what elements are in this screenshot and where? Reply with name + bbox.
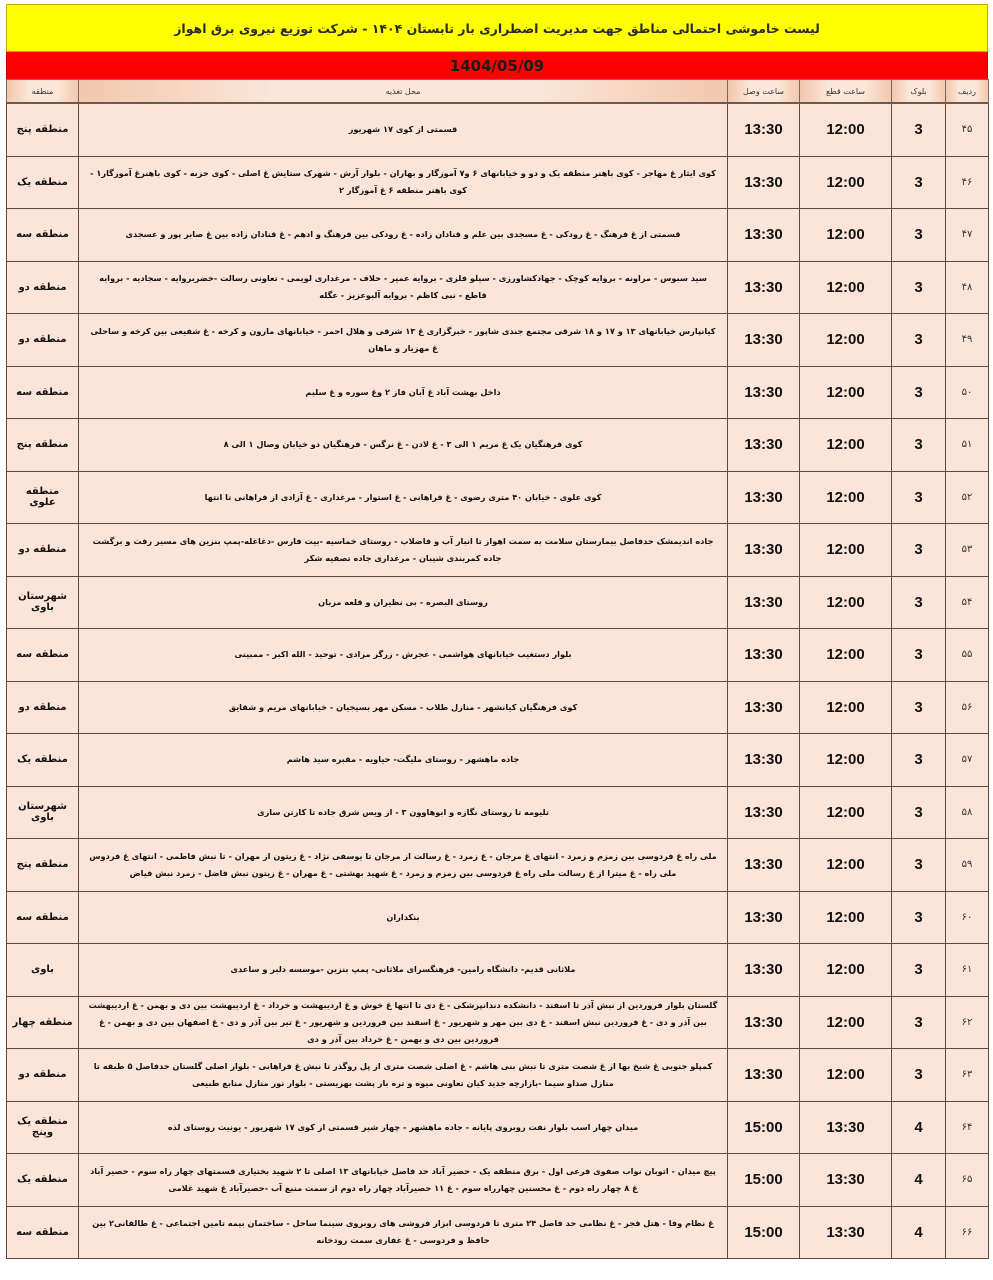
row-connect-time: 13:30 [728,891,800,944]
row-location: پیچ میدان - اتوبان نواب صفوی فرعی اول - برق منطقه یک - حصیر آباد حد فاصل خیابانهای ۱۳ اصلی تا ۲ شهید بختیاری قسمتهای چهار راه سوم - حصیر آباد غ ۸ چهار راه دوم - غ محسنین چهارراه سوم - غ ۱۱ حصیرآباد چهار راه دوم از سمت منبع آب -حصیرآباد غ شهید غلامی [79,1154,728,1207]
row-location: تلیومه تا روستای نگازه و ابوهاوون ۳ - از ویس شرق جاده تا کارتن سازی [79,786,728,839]
row-block: 3 [892,996,946,1049]
row-location: قسمتی از غ فرهنگ - غ رودکی - غ مسجدی بین علم و قنادان زاده - غ رودکی بین فرهنگ و ادهم - غ قنادان زاده بین غ صابر پور و عسجدی [79,209,728,262]
table-row [7,944,989,997]
col-header-block: بلوک [892,80,946,104]
row-location: گلستان بلوار فروردین از نبش آذر تا اسفند - دانشکده دندانپزشکی - غ دی تا انتها غ خوش و غ اردیبهشت و خرداد - غ اردیبهشت بین دی و بهمن - غ اردیبهشت بین آذر و دی - غ فروردین نبش اسفند - غ دی بین مهر و شهریور - غ اسفند بین فروردین و شهریور - غ تیر بین آذر و دی - غ اصفهان بین دی و بهمن - غ فروردین بین دی و بهمن - غ خرداد بین آذر و دی [79,996,728,1049]
row-index: ۴۹ [946,314,989,367]
table-row [7,156,989,209]
row-connect-time: 13:30 [728,681,800,734]
row-location: غ نظام وفا - هتل فجر - غ نظامی حد فاصل ۲۴ متری تا فردوسی ابزار فروشی های روبروی سینما ساحل - ساختمان بیمه تامین اجتماعی - غ طالقانی۲ بین حافظ و فردوسی - غ غفاری سمت رودخانه [79,1206,728,1259]
row-index: ۶۴ [946,1101,989,1154]
row-region: منطقه سه [7,209,79,262]
row-connect-time: 13:30 [728,629,800,682]
row-index: ۵۷ [946,734,989,787]
row-index: ۵۶ [946,681,989,734]
row-index: ۵۲ [946,471,989,524]
row-region: منطقه دو [7,524,79,577]
row-block: 3 [892,944,946,997]
table-row [7,314,989,367]
table-row [7,1154,989,1207]
row-cut-time: 12:00 [800,471,892,524]
row-location: کمپلو جنوبی غ شیخ بها از غ شصت متری تا نبش بنی هاشم - غ اصلی شصت متری از پل روگذر تا نبش غ فراهانی - بلوار اصلی گلستان حدفاصل ۵ طبقه تا منازل صداو سیما -بازارچه جدید کیان تعاونی میوه و تره بار پشت بهزیستی - بلوار نور منازل منابع طبیعی [79,1049,728,1102]
row-cut-time: 12:00 [800,209,892,262]
row-index: ۶۰ [946,891,989,944]
row-block: 3 [892,629,946,682]
row-index: ۴۶ [946,156,989,209]
row-cut-time: 12:00 [800,891,892,944]
row-index: ۵۱ [946,419,989,472]
row-block: 3 [892,209,946,262]
row-block: 3 [892,524,946,577]
row-index: ۵۴ [946,576,989,629]
row-region: منطقه یک [7,734,79,787]
schedule-date: 1404/05/09 [6,52,988,79]
row-block: 3 [892,734,946,787]
row-connect-time: 13:30 [728,419,800,472]
row-location: کوی فرهنگیان یک غ مریم ۱ الی ۳ - غ لادن - غ نرگس - فرهنگیان دو خیابان وصال ۱ الی ۸ [79,419,728,472]
row-region: منطقه پنج [7,103,79,156]
row-index: ۵۹ [946,839,989,892]
row-index: ۴۷ [946,209,989,262]
table-row [7,576,989,629]
row-region: شهرستان باوی [7,576,79,629]
row-region: منطقه دو [7,1049,79,1102]
row-location: جاده ماهشهر - روستای ملیگت- حیاویه - مقبره سید هاشم [79,734,728,787]
table-row [7,524,989,577]
row-block: 3 [892,1049,946,1102]
row-cut-time: 12:00 [800,419,892,472]
row-index: ۵۵ [946,629,989,682]
row-connect-time: 13:30 [728,314,800,367]
row-region: منطقه سه [7,366,79,419]
table-row [7,996,989,1049]
col-header-connect-time: ساعت وصل [728,80,800,104]
row-index: ۶۵ [946,1154,989,1207]
row-region: منطقه یک [7,156,79,209]
row-index: ۶۱ [946,944,989,997]
row-location: بلوار دستغیب خیابانهای هواشمی - عجرش - زرگر مرادی - توحید - الله اکبر - ممبینی [79,629,728,682]
row-block: 3 [892,471,946,524]
row-connect-time: 13:30 [728,209,800,262]
row-cut-time: 12:00 [800,996,892,1049]
row-location: میدان چهار اسب بلوار نفت روبروی پایانه - جاده ماهشهر - چهار شیر قسمتی از کوی ۱۷ شهریور - یونیت روستای لذه [79,1101,728,1154]
row-location: روستای البصره - بی نظیران و قلعه مزبان [79,576,728,629]
table-row [7,419,989,472]
row-location: ملاثانی قدیم- دانشگاه رامین- فرهنگسرای ملاثانی- پمپ بنزین -موسسه دلبر و ساعدی [79,944,728,997]
row-location: داخل بهشت آباد غ آبان فاز ۲ وغ سوره و غ سلیم [79,366,728,419]
row-block: 3 [892,839,946,892]
row-block: 3 [892,156,946,209]
table-row [7,261,989,314]
row-cut-time: 12:00 [800,629,892,682]
row-region: منطقه چهار [7,996,79,1049]
row-location: کوی علوی - خیابان ۴۰ متری رضوی - غ فراهانی - غ استوار - مرغداری - غ آزادی از فراهانی تا انتها [79,471,728,524]
table-row [7,839,989,892]
row-cut-time: 12:00 [800,576,892,629]
row-cut-time: 12:00 [800,314,892,367]
table-row [7,629,989,682]
sheet-title: لیست خاموشی احتمالی مناطق جهت مدیریت اضطراری بار تابستان ۱۴۰۴ - شرکت توزیع نیروی برق اهواز [6,4,988,52]
row-cut-time: 13:30 [800,1154,892,1207]
row-region: منطقه دو [7,314,79,367]
row-connect-time: 13:30 [728,156,800,209]
row-region: منطقه یک وپنج [7,1101,79,1154]
table-row [7,209,989,262]
col-header-index: ردیف [946,80,989,104]
row-connect-time: 13:30 [728,471,800,524]
row-location: کوی فرهنگیان کیانشهر - منازل طلاب - مسکن مهر بسیجیان - خیابانهای مریم و شقایق [79,681,728,734]
row-index: ۵۸ [946,786,989,839]
table-row [7,734,989,787]
row-connect-time: 13:30 [728,786,800,839]
row-cut-time: 12:00 [800,524,892,577]
row-cut-time: 12:00 [800,944,892,997]
row-block: 3 [892,681,946,734]
row-region: منطقه یک [7,1154,79,1207]
row-index: ۴۵ [946,103,989,156]
row-region: منطقه پنج [7,419,79,472]
row-block: 3 [892,786,946,839]
row-cut-time: 12:00 [800,366,892,419]
row-region: منطقه علوی [7,471,79,524]
table-row [7,366,989,419]
row-region: منطقه دو [7,261,79,314]
table-row [7,681,989,734]
col-header-location: محل تغذیه [79,80,728,104]
row-location: ملی راه غ فردوسی بین زمزم و زمرد - انتهای غ مرجان - غ زمرد - غ رسالت از مرجان تا یوسفی نژاد - غ زیتون از مهران - تا نبش فاطمی - انتهای غ فردوس ملی راه - غ میترا از غ رسالت ملی راه غ فردوسی بین زمزم و زمرد - غ شهید بهشتی - غ مهران - غ زیتون نبش فاضل - زمرد نبش فیاض [79,839,728,892]
row-block: 3 [892,314,946,367]
row-index: ۶۶ [946,1206,989,1259]
row-cut-time: 12:00 [800,156,892,209]
row-connect-time: 15:00 [728,1206,800,1259]
row-block: 3 [892,366,946,419]
row-region: منطقه دو [7,681,79,734]
row-connect-time: 13:30 [728,576,800,629]
row-connect-time: 13:30 [728,261,800,314]
row-region: شهرستان باوی [7,786,79,839]
row-connect-time: 13:30 [728,524,800,577]
row-location: قسمتی از کوی ۱۷ شهریور [79,103,728,156]
row-location: جاده اندیمشک حدفاصل بیمارستان سلامت به سمت اهواز تا انبار آب و فاضلاب - روستای خماسیه -بیت فارس -دغاغله-پمپ بنزین های مسیر رفت و برگشت جاده کمربندی شیبان - مرغداری جاده تصفیه شکر [79,524,728,577]
row-connect-time: 13:30 [728,366,800,419]
row-cut-time: 13:30 [800,1206,892,1259]
table-row [7,103,989,156]
row-cut-time: 12:00 [800,103,892,156]
row-index: ۵۰ [946,366,989,419]
table-row [7,891,989,944]
row-cut-time: 13:30 [800,1101,892,1154]
outage-schedule-sheet [6,4,988,1259]
table-row [7,1049,989,1102]
row-block: 3 [892,891,946,944]
row-index: ۶۲ [946,996,989,1049]
row-cut-time: 12:00 [800,681,892,734]
row-cut-time: 12:00 [800,839,892,892]
row-region: منطقه سه [7,1206,79,1259]
row-connect-time: 15:00 [728,1101,800,1154]
row-block: 4 [892,1101,946,1154]
row-connect-time: 15:00 [728,1154,800,1207]
row-block: 3 [892,103,946,156]
row-cut-time: 12:00 [800,261,892,314]
row-connect-time: 13:30 [728,944,800,997]
row-location: بنکداران [79,891,728,944]
table-row [7,1101,989,1154]
table-header-row [7,80,989,104]
row-block: 4 [892,1206,946,1259]
col-header-region: منطقه [7,80,79,104]
row-location: سید سبوس - مراونه - بروایه کوچک - جهادکشاورزی - سیلو فلزی - بروایه عمیر - حلاف - مرغداری لویمی - تعاونی رسالت -خضربروایه - سجادیه - بروایه قاطع - نبی کاظم - بروایه آلبوعزیز - عگله [79,261,728,314]
col-header-cut-time: ساعت قطع [800,80,892,104]
row-connect-time: 13:30 [728,996,800,1049]
row-index: ۶۳ [946,1049,989,1102]
table-row [7,471,989,524]
row-connect-time: 13:30 [728,839,800,892]
table-row [7,1206,989,1259]
row-block: 3 [892,576,946,629]
row-cut-time: 12:00 [800,786,892,839]
row-index: ۴۸ [946,261,989,314]
row-connect-time: 13:30 [728,103,800,156]
row-location: کوی ایثار غ مهاجر - کوی باهنر منطقه یک و دو و خیابانهای ۶ و۷ آموزگار و بهاران - بلوار آرش - شهرک ستایش غ اصلی - کوی حزبه - کوی باهنرغ آموزگار۱ - کوی باهنر منطقه ۶ غ آموزگار ۲ [79,156,728,209]
row-region: منطقه سه [7,629,79,682]
row-cut-time: 12:00 [800,734,892,787]
row-region: منطقه سه [7,891,79,944]
row-block: 3 [892,261,946,314]
row-block: 4 [892,1154,946,1207]
row-connect-time: 13:30 [728,1049,800,1102]
outage-table [6,79,989,1259]
row-region: باوی [7,944,79,997]
row-block: 3 [892,419,946,472]
row-connect-time: 13:30 [728,734,800,787]
row-location: کیانپارس خیابانهای ۱۳ و ۱۷ و ۱۸ شرقی مجتمع جندی شاپور - خبرگزاری غ ۱۳ شرقی و هلال احمر - خیابانهای مارون و کرخه - غ شفیعی بین کرخه و ساحلی غ مهزیار و ماهان [79,314,728,367]
row-index: ۵۳ [946,524,989,577]
row-region: منطقه پنج [7,839,79,892]
table-row [7,786,989,839]
row-cut-time: 12:00 [800,1049,892,1102]
